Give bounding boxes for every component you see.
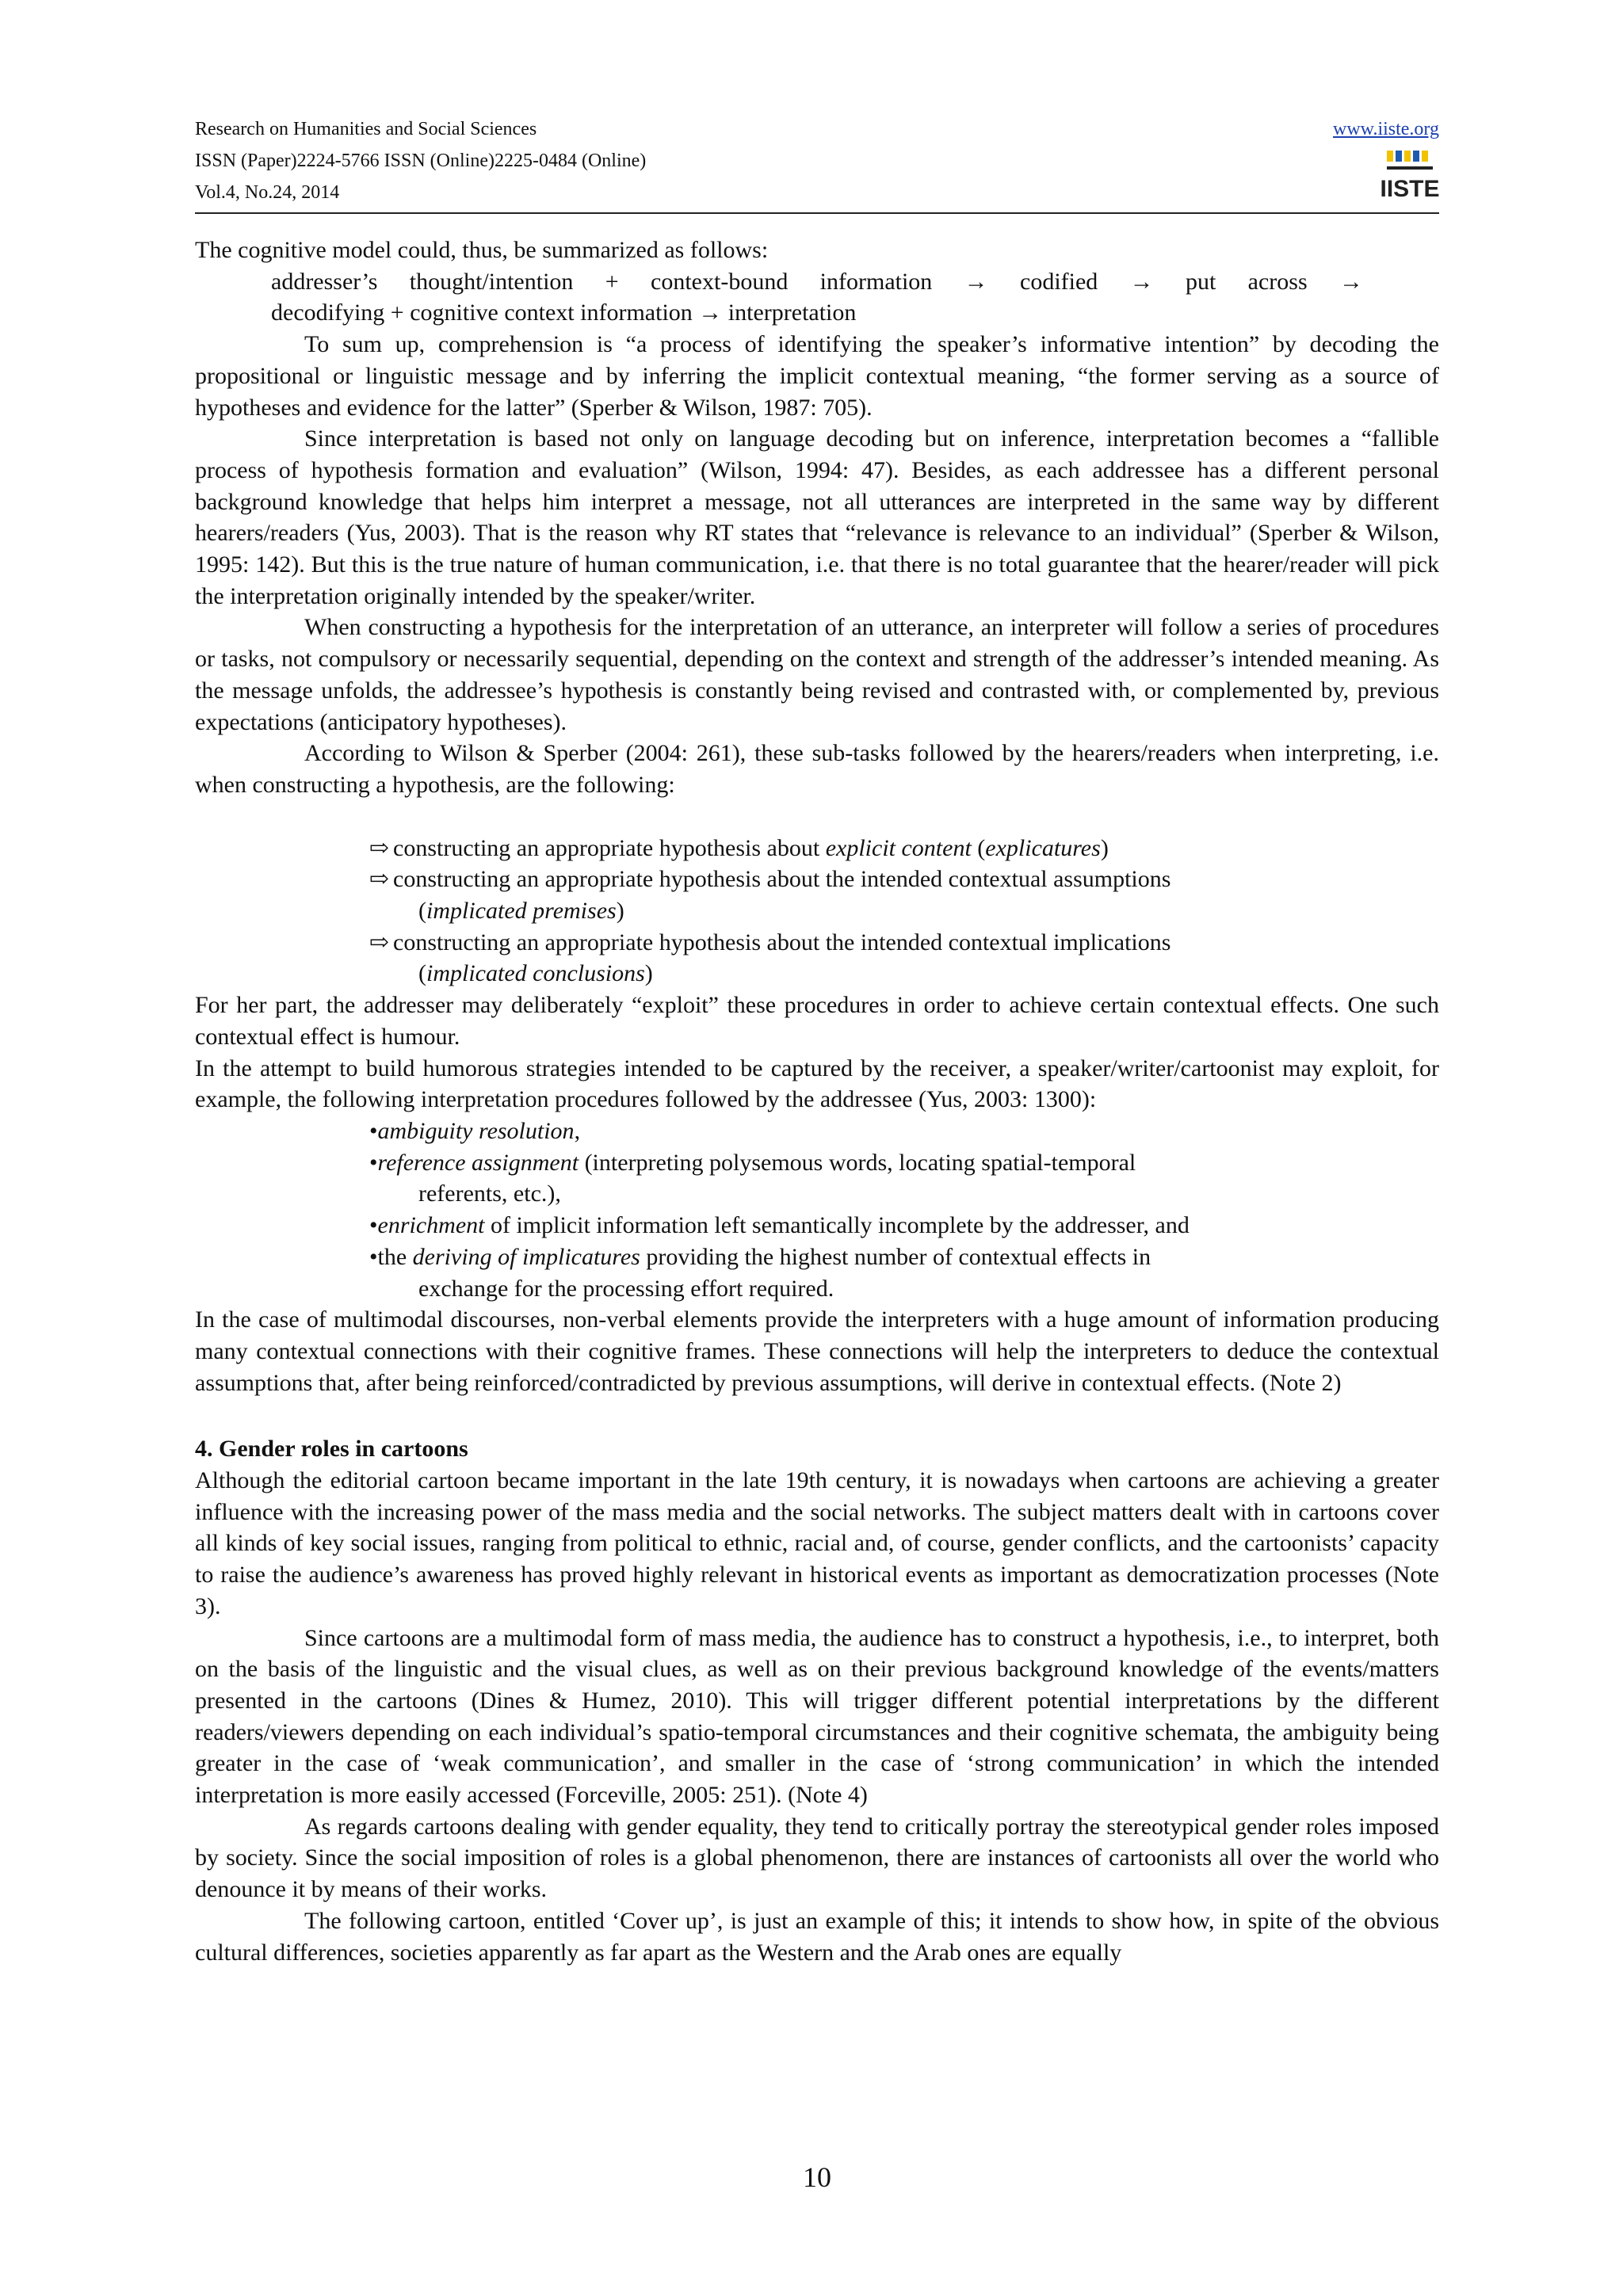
list-item: •enrichment of implicit information left semantically incomplete by the addresser, and bbox=[369, 1212, 1190, 1239]
website-link[interactable]: www.iiste.org bbox=[1333, 119, 1439, 139]
bullet-list bbox=[195, 1116, 1439, 1304]
paragraph: As regards cartoons dealing with gender equality, they tend to critically portray the stereotypical gender roles imposed by society. Since the social imposition of roles is a global phenomenon, there are instances of cartoonists all over the world who denounce it by means of their works. bbox=[195, 1813, 1439, 1903]
paragraph: In the case of multimodal discourses, non-verbal elements provide the interpreters with a huge amount of information producing many contextual connections with their cognitive frames. These connections will help the interpreters to deduce the contextual assumptions that, after being reinforced/contradicted by previous assumptions, will derive in contextual effects. (Note 2) bbox=[195, 1306, 1439, 1396]
paragraph: According to Wilson & Sperber (2004: 261), these sub-tasks followed by the hearers/readers when interpreting, i.e. when constructing a hypothesis, are the following: bbox=[195, 740, 1439, 798]
arrow-right-icon: ⇨ bbox=[369, 834, 390, 861]
arrow-right-icon: ⇨ bbox=[369, 929, 390, 955]
list-item: ⇨ constructing an appropriate hypothesis about the intended contextual assumptions (implicated premises) bbox=[369, 864, 1439, 926]
paragraph: When constructing a hypothesis for the interpretation of an utterance, an interpreter will follow a series of procedures or tasks, not compulsory or necessarily sequential, depending on the context and strength of the addresser’s intended meaning. As the message unfolds, the addressee’s hypothesis is constantly being revised and contrasted with, or complemented by, previous expectations (anticipatory hypotheses). bbox=[195, 614, 1439, 735]
page-number: 10 bbox=[803, 2161, 831, 2193]
paragraph: The following cartoon, entitled ‘Cover up’, is just an example of this; it intends to show how, in spite of the obvious cultural differences, societies apparently as far apart as the Western and the Arab ones are equally bbox=[195, 1907, 1439, 1966]
list-item: ⇨ constructing an appropriate hypothesis about the intended contextual implications (implicated conclusions) bbox=[369, 927, 1439, 990]
issn-line: ISSN (Paper)2224-5766 ISSN (Online)2225-0484 (Online) bbox=[195, 151, 647, 171]
procedure-list bbox=[195, 833, 1439, 990]
section-heading: 4. Gender roles in cartoons bbox=[195, 1436, 468, 1463]
bullet-icon: • bbox=[369, 1243, 378, 1270]
model-line-2: decodifying + cognitive context information → interpretation bbox=[271, 299, 857, 326]
paragraph: In the attempt to build humorous strategies intended to be captured by the receiver, a speaker/writer/cartoonist may exploit, for example, the following interpretation procedures followed by the addressee (Yus, 2003: 1300): bbox=[195, 1055, 1439, 1113]
body-text bbox=[195, 235, 1439, 1968]
model-line-1: addresser’s thought/intention + context-bound information → codified → put across → bbox=[271, 268, 1363, 295]
list-item: •ambiguity resolution, bbox=[369, 1117, 581, 1144]
list-item: •reference assignment (interpreting polysemous words, locating spatial-temporal referents, etc.), bbox=[369, 1149, 1136, 1207]
journal-title: Research on Humanities and Social Sciences bbox=[195, 119, 537, 139]
header-rule bbox=[195, 212, 1439, 214]
journal-header bbox=[195, 111, 1439, 214]
bullet-icon: • bbox=[369, 1212, 378, 1239]
list-item: •the deriving of implicatures providing the highest number of contextual effects in exchange for the processing effort required. bbox=[369, 1243, 1151, 1302]
list-item: ⇨ constructing an appropriate hypothesis about explicit content (explicatures) bbox=[369, 833, 1439, 864]
paragraph: Since cartoons are a multimodal form of mass media, the audience has to construct a hypothesis, i.e., to interpret, both on the basis of the linguistic and the visual clues, as well as on their previous background knowledge of the events/matters presented in the cartoons (Dines & Humez, 2010). This will trigger different potential interpretations by the different readers/viewers depending on each individual’s spatio-temporal circumstances and their cognitive schemata, the ambiguity being greater in the case of ‘weak communication’, and smaller in the case of ‘strong communication’ in which the intended interpretation is more easily accessed (Forceville, 2005: 251). (Note 4) bbox=[195, 1624, 1439, 1809]
bullet-icon: • bbox=[369, 1149, 378, 1176]
paragraph: To sum up, comprehension is “a process of identifying the speaker’s informative intention” by decoding the propositional or linguistic message and by inferring the implicit contextual meaning, “the former serving as a source of hypotheses and evidence for the latter” (Sperber & Wilson, 1987: 705). bbox=[195, 331, 1439, 421]
volume-line: Vol.4, No.24, 2014 bbox=[195, 182, 340, 203]
document-page bbox=[195, 0, 1439, 2296]
paragraph: Since interpretation is based not only on language decoding but on inference, interpretation becomes a “fallible process of hypothesis formation and evaluation” (Wilson, 1994: 47). Besides, as each addressee has a different personal background knowledge that helps him interpret a message, not all utterances are interpreted in the same way by different hearers/readers (Yus, 2003). That is the reason why RT states that “relevance is relevance to an individual” (Sperber & Wilson, 1995: 142). But this is the true nature of human communication, i.e. that there is no total guarantee that the hearer/reader will pick the interpretation originally intended by the speaker/writer. bbox=[195, 425, 1439, 609]
svg-text:IISTE: IISTE bbox=[1380, 176, 1440, 202]
iiste-logo-icon bbox=[1380, 146, 1440, 202]
paragraph-intro: The cognitive model could, thus, be summarized as follows: bbox=[195, 237, 769, 263]
bullet-icon: • bbox=[369, 1117, 378, 1144]
paragraph: Although the editorial cartoon became important in the late 19th century, it is nowadays when cartoons are achieving a greater influence with the increasing power of the mass media and the social networks. The subject matters dealt with in cartoons cover all kinds of key social issues, ranging from political to ethnic, racial and, of course, gender conflicts, and the cartoonists’ capacity to raise the audience’s awareness has proved highly relevant in historical events as important as democratization processes (Note 3). bbox=[195, 1467, 1439, 1619]
arrow-right-icon: ⇨ bbox=[369, 866, 390, 893]
paragraph: For her part, the addresser may deliberately “exploit” these procedures in order to achieve certain contextual effects. One such contextual effect is humour. bbox=[195, 992, 1439, 1050]
